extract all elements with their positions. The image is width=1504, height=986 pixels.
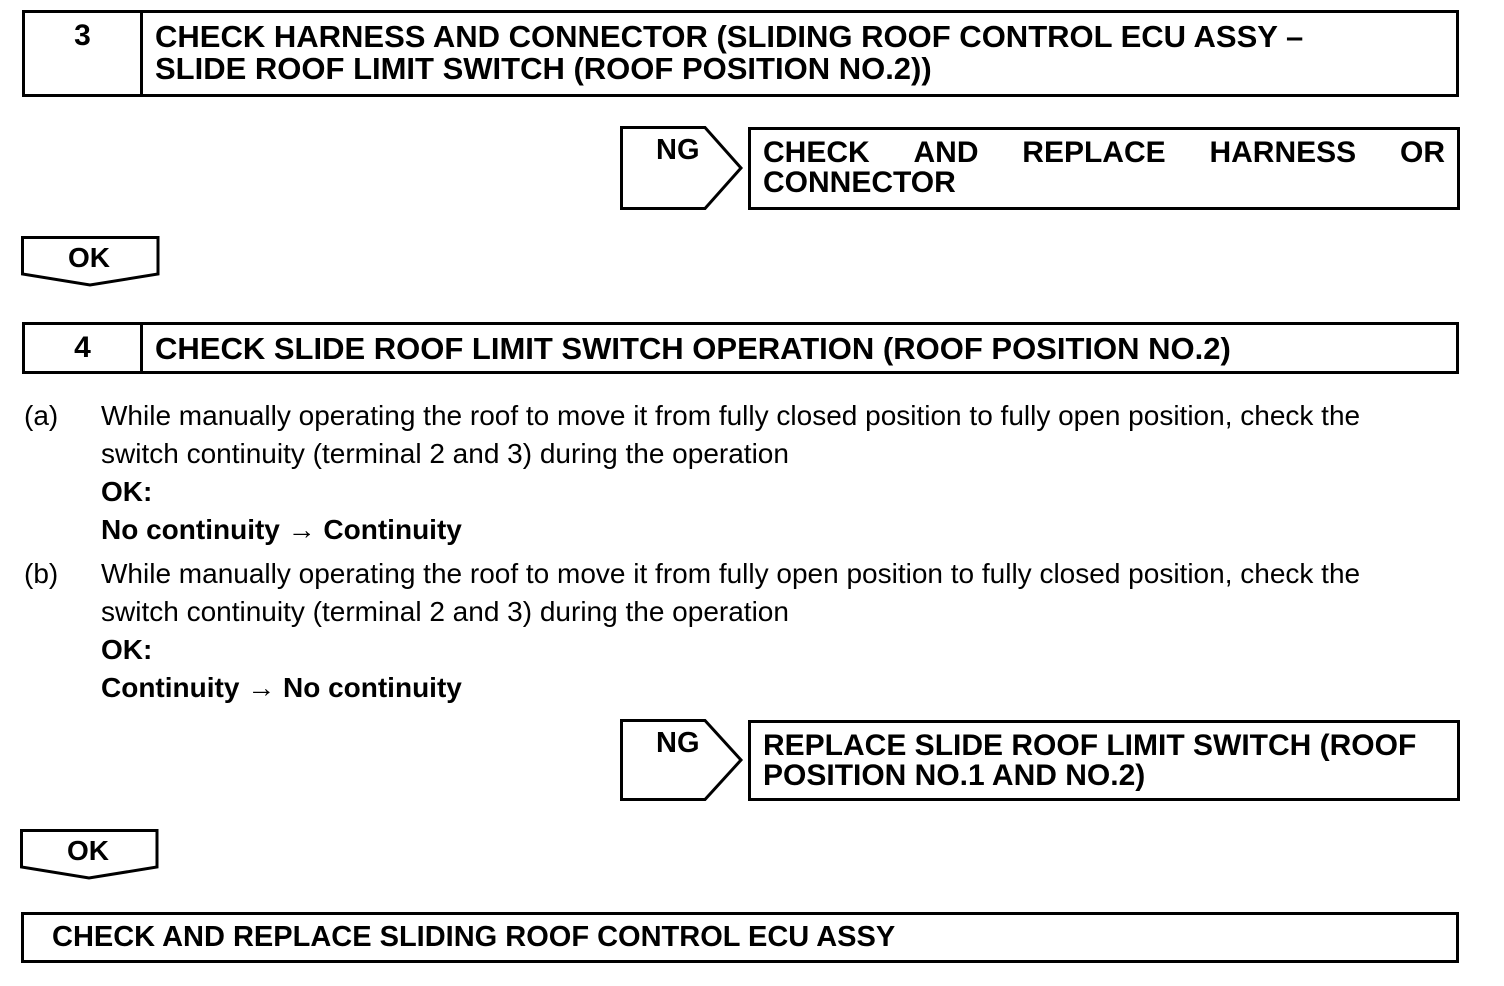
ok-label-2: OK [67,835,109,866]
item-a-marker: (a) [24,400,59,431]
ng-label-2: NG [656,727,700,759]
step-4-number: 4 [25,325,143,371]
step-4-header [22,322,1459,374]
ng-result-2 [748,720,1460,801]
ok-label-1: OK [68,242,110,273]
ng-result-1-word-5: OR [1399,136,1445,169]
item-b-ok-label: OK: [101,634,153,665]
ng-result-2-line1: REPLACE SLIDE ROOF LIMIT SWITCH (ROOF [763,729,1417,762]
ng-result-2-line2: POSITION NO.1 AND NO.2) [763,759,1146,792]
step-4-title: CHECK SLIDE ROOF LIMIT SWITCH OPERATION (ROOF POSITION NO.2) [155,331,1231,366]
item-a-ok-label: OK: [101,476,153,507]
ng-result-1 [748,127,1460,210]
item-a-line1: While manually operating the roof to move it from fully closed position to fully open position, check the [101,400,1361,431]
step-3-title [143,13,1456,94]
ng-result-1-word-1: CHECK [763,136,870,169]
item-b-line2: switch continuity (terminal 2 and 3) during the operation [101,596,789,627]
ng-label-1: NG [656,134,700,166]
item-b-ok-value: Continuity → No continuity [101,672,462,703]
ok-arrow-2 [20,829,160,881]
item-b-text [101,555,1481,707]
ng-result-1-line1 [763,138,1445,168]
ng-result-1-word-3: REPLACE [1022,136,1166,169]
ng-arrow-2 [620,719,744,801]
item-a-text [101,397,1481,549]
final-action-box: CHECK AND REPLACE SLIDING ROOF CONTROL ECU ASSY [21,912,1459,963]
item-a-line2: switch continuity (terminal 2 and 3) during the operation [101,438,789,469]
ok-arrow-1 [21,236,161,288]
ng-result-1-word-2: AND [913,136,979,169]
ng-result-1-word-4: HARNESS [1209,136,1357,169]
step-3-number: 3 [25,13,143,94]
item-a-ok-value: No continuity → Continuity [101,514,462,545]
step-3-title-line1: CHECK HARNESS AND CONNECTOR (SLIDING ROOF CONTROL ECU ASSY – [155,19,1304,54]
step-3-title-line2: SLIDE ROOF LIMIT SWITCH (ROOF POSITION NO.2)) [155,51,932,86]
ng-result-1-line2: CONNECTOR [763,166,956,199]
ng-arrow-1 [620,126,744,210]
item-b-line1: While manually operating the roof to move it from fully open position to fully closed position, check the [101,558,1361,589]
step-3-header [22,10,1459,97]
item-b-marker: (b) [24,558,59,589]
